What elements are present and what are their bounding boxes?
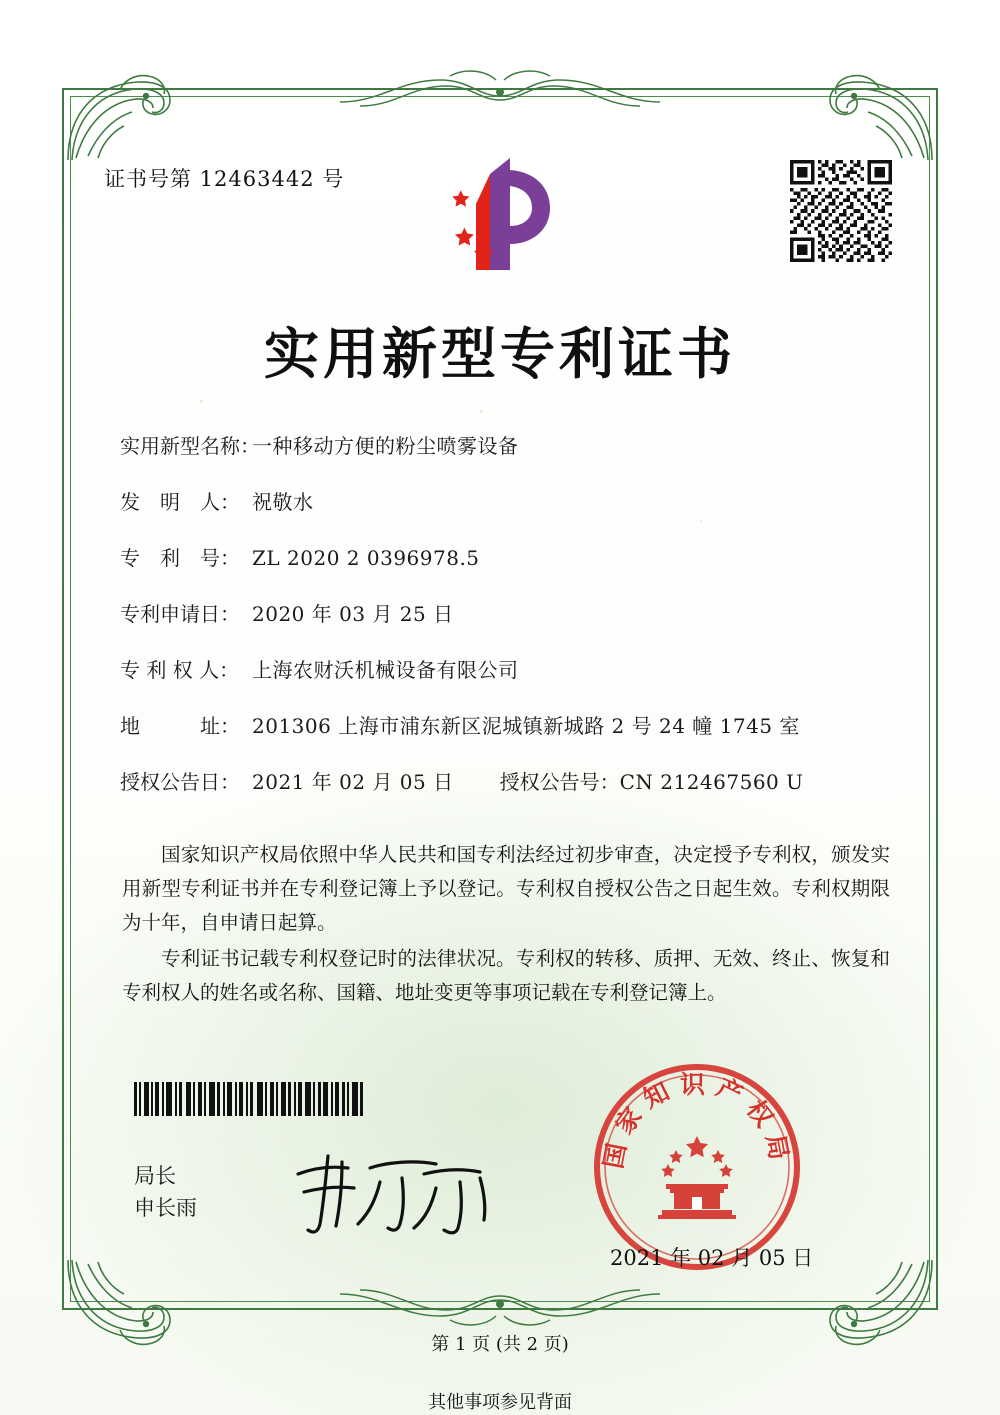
- signature-name: 申长雨: [134, 1196, 197, 1220]
- field-value: 2020 年 03 月 25 日: [252, 602, 454, 626]
- barcode: [134, 1082, 386, 1116]
- field-label: 专 利 权 人：: [120, 658, 240, 682]
- field-label: 地 址：: [120, 714, 240, 738]
- certificate-fields: [120, 430, 900, 822]
- field-row-address: [120, 710, 900, 739]
- field-label: 专 利 号：: [120, 546, 240, 570]
- field-row-grant: [120, 766, 900, 795]
- svg-text:国家知识产权局: 国家知识产权局: [598, 1070, 796, 1171]
- field-value-announcement-number: CN 212467560 U: [619, 770, 804, 794]
- field-value: ZL 2020 2 0396978.5: [252, 546, 480, 570]
- footer-note: 其他事项参见背面: [428, 1392, 572, 1413]
- field-row-patent-number: [120, 542, 900, 571]
- page-indicator: 第 1 页 (共 2 页): [431, 1334, 569, 1355]
- field-row-application-date: [120, 598, 900, 627]
- signature-block: [134, 1160, 197, 1224]
- field-value: 祝敬水: [252, 490, 314, 514]
- corner-ornament-icon: [792, 60, 942, 170]
- field-row-patentee: [120, 654, 900, 683]
- corner-ornament-icon: [58, 60, 208, 170]
- bottom-ornament-icon: [300, 1278, 700, 1334]
- certificate-number: 证书号第 12463442 号: [104, 167, 345, 191]
- legal-paragraph-2: 专利证书记载专利权登记时的法律状况。专利权的转移、质押、无效、终止、恢复和专利权人的姓名或名称、国籍、地址变更等事项记载在专利登记簿上。: [122, 947, 890, 1004]
- page-title: 实用新型专利证书: [263, 321, 736, 386]
- signature-title: 局长: [134, 1164, 176, 1188]
- legal-paragraph-1: 国家知识产权局依照中华人民共和国专利法经过初步审查，决定授予专利权，颁发实用新型专利证书并在专利登记簿上予以登记。专利权自授权公告之日起生效。专利权期限为十年，自申请日起算。: [122, 843, 890, 934]
- top-ornament-icon: [300, 62, 700, 118]
- field-value-grant-date: 2021 年 02 月 05 日: [252, 770, 454, 794]
- cnipa-logo-icon: [432, 152, 568, 280]
- field-value: 201306 上海市浦东新区泥城镇新城路 2 号 24 幢 1745 室: [252, 714, 800, 738]
- legal-text: [122, 838, 890, 1012]
- field-label: 实用新型名称：: [120, 434, 260, 458]
- field-row-name: [120, 430, 900, 459]
- field-value: 一种移动方便的粉尘喷雾设备: [252, 434, 519, 458]
- field-label: 发 明 人：: [120, 490, 240, 514]
- field-row-inventor: [120, 486, 900, 515]
- handwritten-signature-icon: [284, 1148, 514, 1238]
- field-label-announcement-number: 授权公告号：: [499, 770, 620, 794]
- field-label: 专利申请日：: [120, 602, 240, 626]
- seal-date: 2021 年 02 月 05 日: [610, 1246, 814, 1270]
- qr-code-icon: [790, 160, 892, 262]
- field-value: 上海农财沃机械设备有限公司: [252, 658, 519, 682]
- field-label-grant-date: 授权公告日：: [120, 770, 240, 794]
